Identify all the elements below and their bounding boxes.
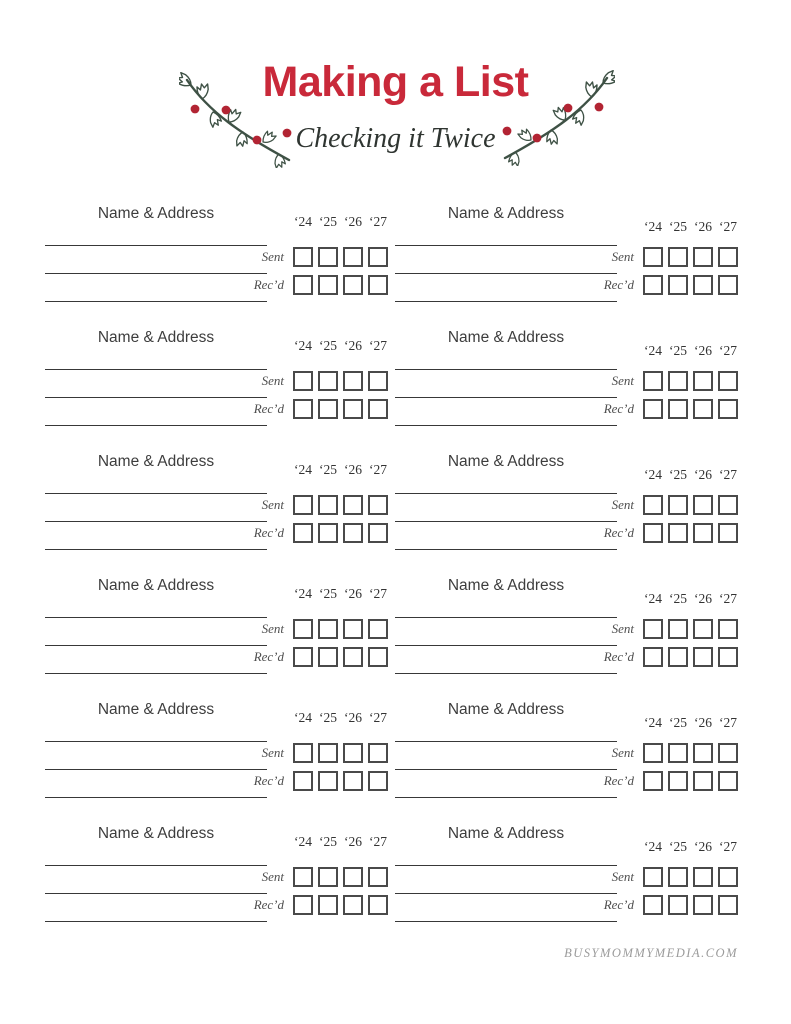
year-headers	[643, 715, 738, 731]
year-label-25: ‘25	[669, 591, 687, 606]
name-address-label: Name & Address	[447, 577, 565, 594]
address-line[interactable]	[395, 797, 617, 798]
recd-row	[604, 895, 738, 915]
year-label-24: ‘24	[644, 343, 662, 358]
sent-checkbox[interactable]	[318, 867, 338, 887]
sent-row	[612, 247, 738, 267]
year-label-27: ‘27	[719, 715, 737, 730]
recd-row	[254, 895, 388, 915]
header	[0, 0, 791, 172]
year-label-24: ‘24	[644, 467, 662, 482]
name-address-label: Name & Address	[97, 701, 215, 718]
sent-checkbox[interactable]	[668, 247, 688, 267]
year-label-24: ‘24	[644, 839, 662, 854]
address-line[interactable]	[45, 893, 267, 894]
year-label-25: ‘25	[669, 343, 687, 358]
recd-row	[604, 275, 738, 295]
recd-label: Rec’d	[253, 773, 284, 788]
recd-label: Rec’d	[603, 773, 634, 788]
page-subtitle: Checking it Twice	[295, 123, 496, 154]
year-label-25: ‘25	[319, 586, 337, 601]
year-headers	[293, 586, 388, 602]
address-line[interactable]	[45, 245, 267, 246]
address-line[interactable]	[45, 673, 267, 674]
address-line[interactable]	[395, 549, 617, 550]
sent-row	[612, 495, 738, 515]
card-entry-block	[45, 207, 388, 307]
year-headers	[643, 591, 738, 607]
year-label-25: ‘25	[669, 715, 687, 730]
recd-checkbox[interactable]	[693, 647, 713, 667]
sent-checkbox[interactable]	[318, 743, 338, 763]
recd-row	[604, 647, 738, 667]
recd-label: Rec’d	[603, 525, 634, 540]
year-label-26: ‘26	[344, 214, 362, 229]
year-label-26: ‘26	[694, 715, 712, 730]
recd-row	[604, 771, 738, 791]
year-label-24: ‘24	[294, 710, 312, 725]
recd-checkbox[interactable]	[718, 771, 738, 791]
sent-checkbox[interactable]	[643, 371, 663, 391]
card-entry-block	[45, 455, 388, 555]
name-address-label: Name & Address	[97, 329, 215, 346]
recd-row	[254, 275, 388, 295]
year-label-26: ‘26	[344, 710, 362, 725]
year-label-26: ‘26	[344, 834, 362, 849]
recd-label: Rec’d	[603, 649, 634, 664]
recd-checkbox[interactable]	[668, 647, 688, 667]
card-entry-block	[395, 331, 738, 431]
sent-row	[262, 867, 388, 887]
sent-checkbox[interactable]	[643, 619, 663, 639]
sent-checkbox[interactable]	[318, 495, 338, 515]
recd-checkbox[interactable]	[368, 647, 388, 667]
sent-checkbox[interactable]	[668, 743, 688, 763]
card-entry-block	[395, 207, 738, 307]
sent-checkbox[interactable]	[693, 619, 713, 639]
name-address-label: Name & Address	[97, 825, 215, 842]
recd-label: Rec’d	[253, 277, 284, 292]
sent-label: Sent	[261, 621, 284, 636]
sent-checkbox[interactable]	[368, 371, 388, 391]
recd-checkbox[interactable]	[718, 895, 738, 915]
address-line[interactable]	[395, 865, 617, 866]
recd-checkbox[interactable]	[668, 523, 688, 543]
recd-checkbox[interactable]	[368, 275, 388, 295]
name-address-label: Name & Address	[97, 453, 215, 470]
recd-checkbox[interactable]	[643, 275, 663, 295]
address-line[interactable]	[395, 397, 617, 398]
sent-label: Sent	[611, 497, 634, 512]
address-line[interactable]	[45, 493, 267, 494]
year-headers	[293, 834, 388, 850]
year-label-25: ‘25	[319, 214, 337, 229]
year-label-25: ‘25	[319, 338, 337, 353]
sent-checkbox[interactable]	[343, 371, 363, 391]
address-line[interactable]	[45, 865, 267, 866]
sent-checkbox[interactable]	[693, 867, 713, 887]
address-line[interactable]	[45, 617, 267, 618]
recd-checkbox[interactable]	[318, 771, 338, 791]
sent-checkbox[interactable]	[293, 371, 313, 391]
year-headers	[643, 839, 738, 855]
year-headers	[293, 214, 388, 230]
name-address-label: Name & Address	[447, 453, 565, 470]
year-label-24: ‘24	[294, 462, 312, 477]
sent-checkbox[interactable]	[718, 371, 738, 391]
recd-checkbox[interactable]	[368, 523, 388, 543]
recd-checkbox[interactable]	[318, 647, 338, 667]
recd-checkbox[interactable]	[693, 523, 713, 543]
recd-checkbox[interactable]	[293, 771, 313, 791]
address-line[interactable]	[45, 645, 267, 646]
sent-checkbox[interactable]	[318, 247, 338, 267]
recd-checkbox[interactable]	[693, 771, 713, 791]
address-line[interactable]	[45, 921, 267, 922]
recd-checkbox[interactable]	[293, 647, 313, 667]
sent-checkbox[interactable]	[293, 619, 313, 639]
address-line[interactable]	[395, 521, 617, 522]
sent-checkbox[interactable]	[293, 867, 313, 887]
year-headers	[293, 710, 388, 726]
recd-row	[254, 399, 388, 419]
recd-row	[254, 523, 388, 543]
year-label-25: ‘25	[669, 219, 687, 234]
holly-branch-icon	[497, 70, 615, 166]
sent-checkbox[interactable]	[668, 495, 688, 515]
year-label-26: ‘26	[694, 343, 712, 358]
sent-checkbox[interactable]	[318, 619, 338, 639]
recd-label: Rec’d	[603, 401, 634, 416]
recd-checkbox[interactable]	[368, 895, 388, 915]
year-headers	[293, 462, 388, 478]
recd-label: Rec’d	[603, 897, 634, 912]
recd-checkbox[interactable]	[343, 647, 363, 667]
year-label-27: ‘27	[719, 467, 737, 482]
sent-checkbox[interactable]	[668, 619, 688, 639]
year-label-27: ‘27	[719, 219, 737, 234]
address-line[interactable]	[395, 769, 617, 770]
card-entry-block	[45, 827, 388, 927]
address-line[interactable]	[395, 301, 617, 302]
year-label-25: ‘25	[669, 467, 687, 482]
recd-checkbox[interactable]	[293, 895, 313, 915]
sent-label: Sent	[261, 869, 284, 884]
sent-checkbox[interactable]	[368, 743, 388, 763]
sent-row	[262, 619, 388, 639]
sent-checkbox[interactable]	[643, 247, 663, 267]
recd-checkbox[interactable]	[668, 895, 688, 915]
name-address-label: Name & Address	[447, 825, 565, 842]
sent-checkbox[interactable]	[343, 619, 363, 639]
card-entry-block	[395, 455, 738, 555]
year-label-24: ‘24	[644, 715, 662, 730]
recd-checkbox[interactable]	[343, 523, 363, 543]
year-label-27: ‘27	[719, 591, 737, 606]
address-line[interactable]	[45, 301, 267, 302]
sent-checkbox[interactable]	[343, 743, 363, 763]
sent-row	[262, 371, 388, 391]
recd-label: Rec’d	[253, 401, 284, 416]
year-label-27: ‘27	[369, 586, 387, 601]
year-label-24: ‘24	[294, 338, 312, 353]
recd-checkbox[interactable]	[643, 523, 663, 543]
sent-row	[262, 247, 388, 267]
address-line[interactable]	[45, 521, 267, 522]
year-label-26: ‘26	[694, 467, 712, 482]
recd-checkbox[interactable]	[718, 399, 738, 419]
recd-checkbox[interactable]	[343, 895, 363, 915]
recd-row	[604, 523, 738, 543]
year-label-24: ‘24	[294, 214, 312, 229]
year-label-27: ‘27	[369, 338, 387, 353]
recd-checkbox[interactable]	[318, 399, 338, 419]
address-line[interactable]	[45, 549, 267, 550]
year-label-26: ‘26	[694, 591, 712, 606]
year-label-26: ‘26	[344, 586, 362, 601]
sent-checkbox[interactable]	[718, 619, 738, 639]
year-label-25: ‘25	[669, 839, 687, 854]
card-entry-block	[395, 827, 738, 927]
year-label-25: ‘25	[319, 834, 337, 849]
sent-label: Sent	[611, 373, 634, 388]
recd-checkbox[interactable]	[318, 523, 338, 543]
sent-label: Sent	[611, 869, 634, 884]
year-label-27: ‘27	[369, 214, 387, 229]
card-entry-block	[45, 579, 388, 679]
recd-checkbox[interactable]	[293, 523, 313, 543]
holly-berries	[503, 103, 604, 143]
address-line[interactable]	[45, 769, 267, 770]
sent-checkbox[interactable]	[643, 495, 663, 515]
sent-row	[612, 867, 738, 887]
address-line[interactable]	[395, 425, 617, 426]
sent-checkbox[interactable]	[718, 495, 738, 515]
sent-checkbox[interactable]	[668, 867, 688, 887]
card-entry-block	[395, 579, 738, 679]
year-label-27: ‘27	[719, 839, 737, 854]
recd-row	[254, 771, 388, 791]
recd-checkbox[interactable]	[668, 275, 688, 295]
entries-grid	[0, 207, 791, 927]
year-headers	[293, 338, 388, 354]
recd-checkbox[interactable]	[718, 647, 738, 667]
year-label-24: ‘24	[294, 586, 312, 601]
sent-checkbox[interactable]	[368, 495, 388, 515]
address-line[interactable]	[395, 673, 617, 674]
sent-row	[612, 371, 738, 391]
name-address-label: Name & Address	[447, 205, 565, 222]
year-label-25: ‘25	[319, 710, 337, 725]
sent-row	[262, 743, 388, 763]
sent-checkbox[interactable]	[318, 371, 338, 391]
year-headers	[643, 343, 738, 359]
recd-checkbox[interactable]	[343, 399, 363, 419]
year-headers	[643, 219, 738, 235]
address-line[interactable]	[395, 893, 617, 894]
year-label-24: ‘24	[644, 591, 662, 606]
sent-checkbox[interactable]	[718, 247, 738, 267]
sent-row	[612, 619, 738, 639]
card-entry-block	[45, 703, 388, 803]
sent-checkbox[interactable]	[343, 867, 363, 887]
sent-checkbox[interactable]	[668, 371, 688, 391]
recd-checkbox[interactable]	[368, 771, 388, 791]
address-line[interactable]	[395, 273, 617, 274]
year-label-24: ‘24	[644, 219, 662, 234]
year-headers	[643, 467, 738, 483]
year-label-26: ‘26	[694, 839, 712, 854]
recd-label: Rec’d	[603, 277, 634, 292]
recd-checkbox[interactable]	[668, 399, 688, 419]
name-address-label: Name & Address	[447, 701, 565, 718]
address-line[interactable]	[395, 921, 617, 922]
sent-label: Sent	[261, 373, 284, 388]
recd-checkbox[interactable]	[293, 399, 313, 419]
address-line[interactable]	[45, 741, 267, 742]
address-line[interactable]	[45, 425, 267, 426]
sent-checkbox[interactable]	[343, 495, 363, 515]
address-line[interactable]	[395, 617, 617, 618]
sent-checkbox[interactable]	[368, 867, 388, 887]
year-label-26: ‘26	[344, 338, 362, 353]
name-address-label: Name & Address	[447, 329, 565, 346]
recd-checkbox[interactable]	[318, 275, 338, 295]
sent-checkbox[interactable]	[368, 619, 388, 639]
recd-label: Rec’d	[253, 649, 284, 664]
year-label-27: ‘27	[369, 710, 387, 725]
sent-checkbox[interactable]	[343, 247, 363, 267]
sent-label: Sent	[611, 745, 634, 760]
address-line[interactable]	[45, 797, 267, 798]
year-label-26: ‘26	[344, 462, 362, 477]
sent-checkbox[interactable]	[718, 867, 738, 887]
year-label-25: ‘25	[319, 462, 337, 477]
recd-checkbox[interactable]	[293, 275, 313, 295]
sent-row	[612, 743, 738, 763]
recd-checkbox[interactable]	[643, 771, 663, 791]
recd-checkbox[interactable]	[693, 895, 713, 915]
name-address-label: Name & Address	[97, 205, 215, 222]
year-label-27: ‘27	[719, 343, 737, 358]
recd-label: Rec’d	[253, 525, 284, 540]
recd-checkbox[interactable]	[693, 399, 713, 419]
address-line[interactable]	[395, 741, 617, 742]
address-line[interactable]	[395, 645, 617, 646]
year-label-27: ‘27	[369, 462, 387, 477]
footer-credit: BUSYMOMMYMEDIA.COM	[564, 946, 738, 960]
sent-checkbox[interactable]	[693, 495, 713, 515]
sent-label: Sent	[261, 745, 284, 760]
year-label-24: ‘24	[294, 834, 312, 849]
sent-checkbox[interactable]	[643, 743, 663, 763]
recd-row	[254, 647, 388, 667]
sent-checkbox[interactable]	[293, 743, 313, 763]
sent-checkbox[interactable]	[293, 495, 313, 515]
address-line[interactable]	[395, 493, 617, 494]
page-title: Making a List	[262, 58, 529, 106]
sent-label: Sent	[611, 249, 634, 264]
sent-checkbox[interactable]	[693, 371, 713, 391]
recd-checkbox[interactable]	[343, 275, 363, 295]
recd-label: Rec’d	[253, 897, 284, 912]
sent-checkbox[interactable]	[693, 247, 713, 267]
recd-checkbox[interactable]	[668, 771, 688, 791]
sent-row	[262, 495, 388, 515]
recd-checkbox[interactable]	[718, 523, 738, 543]
sent-checkbox[interactable]	[368, 247, 388, 267]
address-line[interactable]	[45, 369, 267, 370]
recd-checkbox[interactable]	[643, 399, 663, 419]
name-address-label: Name & Address	[97, 577, 215, 594]
recd-checkbox[interactable]	[718, 275, 738, 295]
recd-checkbox[interactable]	[643, 895, 663, 915]
year-label-27: ‘27	[369, 834, 387, 849]
recd-checkbox[interactable]	[318, 895, 338, 915]
card-entry-block	[45, 331, 388, 431]
sent-checkbox[interactable]	[693, 743, 713, 763]
address-line[interactable]	[45, 397, 267, 398]
sent-checkbox[interactable]	[718, 743, 738, 763]
sent-label: Sent	[611, 621, 634, 636]
sent-label: Sent	[261, 249, 284, 264]
address-line[interactable]	[395, 245, 617, 246]
card-entry-block	[395, 703, 738, 803]
recd-checkbox[interactable]	[343, 771, 363, 791]
sent-label: Sent	[261, 497, 284, 512]
address-line[interactable]	[395, 369, 617, 370]
sent-checkbox[interactable]	[643, 867, 663, 887]
recd-row	[604, 399, 738, 419]
recd-checkbox[interactable]	[693, 275, 713, 295]
recd-checkbox[interactable]	[368, 399, 388, 419]
recd-checkbox[interactable]	[643, 647, 663, 667]
address-line[interactable]	[45, 273, 267, 274]
year-label-26: ‘26	[694, 219, 712, 234]
sent-checkbox[interactable]	[293, 247, 313, 267]
